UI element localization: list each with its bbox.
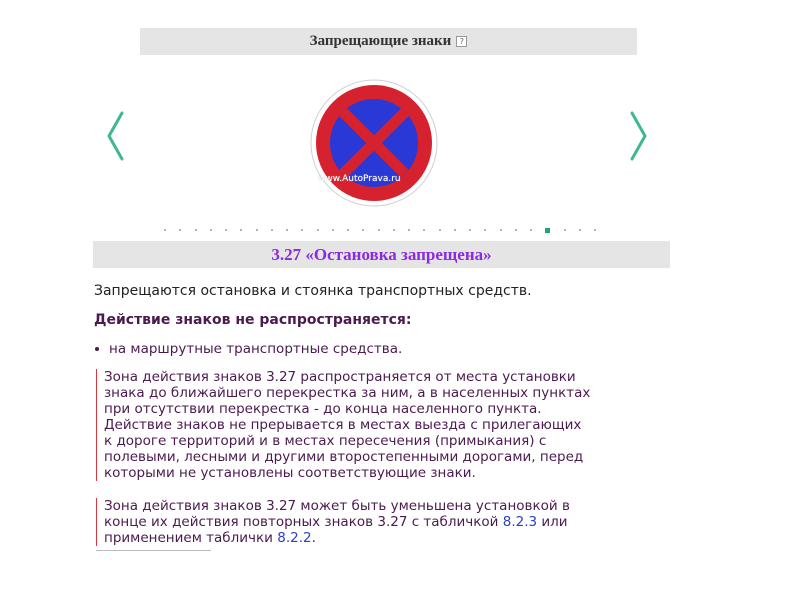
- intro-text: Запрещаются остановка и стоянка транспортных средств.: [94, 283, 532, 299]
- pagination-dot[interactable]: [408, 229, 410, 231]
- pagination-dot[interactable]: [484, 229, 486, 231]
- pagination-dot[interactable]: [286, 229, 288, 231]
- pagination-dot[interactable]: [225, 229, 227, 231]
- note-line: Действие знаков не прерывается в местах выезда с прилегающих: [104, 417, 582, 433]
- category-header: [140, 28, 637, 55]
- pagination-dot[interactable]: [271, 229, 273, 231]
- note-text: конце их действия повторных знаков 3.27 с табличкой: [104, 514, 503, 530]
- note-zone-of-action: [96, 369, 674, 481]
- sign-title: 3.27 «Остановка запрещена»: [271, 244, 492, 264]
- note-line: знака до ближайшего перекрестка за ним, а в населенных пунктах: [104, 385, 591, 401]
- pagination-dot[interactable]: [378, 229, 380, 231]
- pagination-dot[interactable]: [256, 229, 258, 231]
- pagination-dot[interactable]: [423, 229, 425, 231]
- watermark: www.AutoPrava.ru: [318, 174, 401, 184]
- exceptions-heading: Действие знаков не распространяется:: [94, 312, 412, 328]
- sign-title-bar: [93, 241, 670, 268]
- plate-8-2-3-link[interactable]: 8.2.3: [502, 514, 538, 530]
- note-text: или: [537, 514, 568, 530]
- pagination-dot[interactable]: [195, 229, 197, 231]
- pagination-dot[interactable]: [500, 229, 502, 231]
- pagination-dot[interactable]: [564, 229, 566, 231]
- pagination-dot[interactable]: [439, 229, 441, 231]
- pagination-dot[interactable]: [469, 229, 471, 231]
- pagination-dot[interactable]: [393, 229, 395, 231]
- pagination-dot[interactable]: [530, 229, 532, 231]
- note-line: Зона действия знаков 3.27 может быть уменьшена установкой в: [104, 498, 570, 514]
- list-item: [94, 341, 402, 357]
- note-text: .: [311, 530, 316, 546]
- pagination-dot[interactable]: [179, 229, 181, 231]
- chevron-right-icon[interactable]: [626, 110, 650, 162]
- bullet-icon: [95, 347, 99, 351]
- pagination-dot[interactable]: [579, 229, 581, 231]
- pagination-dot[interactable]: [454, 229, 456, 231]
- list-item-text: на маршрутные транспортные средства.: [109, 341, 403, 357]
- plate-8-2-2-link[interactable]: 8.2.2: [277, 530, 312, 546]
- note-line: при отсутствии перекрестка - до конца населенного пункта.: [104, 401, 542, 417]
- pagination-dot[interactable]: [240, 229, 242, 231]
- category-title: Запрещающие знаки: [309, 33, 452, 49]
- divider: [96, 550, 211, 551]
- pagination-dot[interactable]: [301, 229, 303, 231]
- note-line: Зона действия знаков 3.27 распространяется от места установки: [104, 369, 576, 385]
- help-icon[interactable]: ?: [456, 36, 467, 47]
- pagination-dot[interactable]: [594, 229, 596, 231]
- pagination-dot[interactable]: [332, 229, 334, 231]
- note-line: [104, 530, 664, 546]
- note-zone-reduction: [96, 498, 664, 546]
- pagination-dot[interactable]: [515, 229, 517, 231]
- pagination-dot[interactable]: [362, 229, 364, 231]
- note-line: полевыми, лесными и другими второстепенными дорогами, перед: [104, 449, 584, 465]
- note-line: к дороге территорий и в местах пересечения (примыкания) с: [104, 433, 547, 449]
- pagination-dot[interactable]: [164, 229, 166, 231]
- no-stopping-sign-image: [308, 77, 440, 209]
- pagination-dot[interactable]: [347, 229, 349, 231]
- chevron-left-icon[interactable]: [104, 110, 128, 162]
- note-line: которыми не установлены соответствующие знаки.: [104, 465, 476, 481]
- pagination-dot[interactable]: [317, 229, 319, 231]
- carousel-pagination: [164, 222, 596, 238]
- note-text: применением таблички: [104, 530, 278, 546]
- pagination-dot[interactable]: [210, 229, 212, 231]
- pagination-dot-active[interactable]: [545, 228, 550, 233]
- note-line: [104, 514, 664, 530]
